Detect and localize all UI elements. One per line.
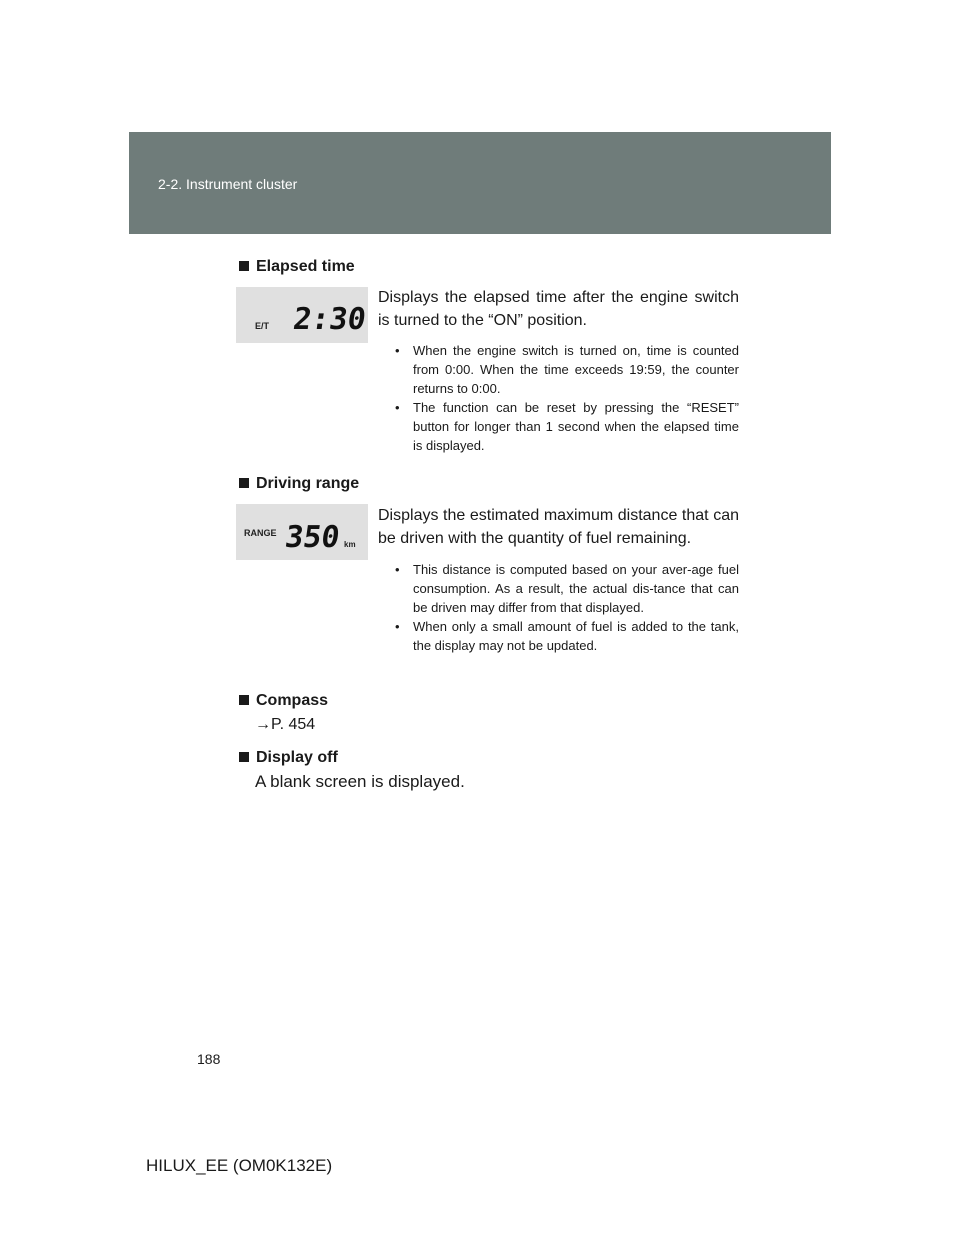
section-header	[129, 132, 831, 234]
compass-heading	[239, 692, 328, 710]
list-item: • When the engine switch is turned on, time is counted from 0:00. When the time exceeds 19:59, the counter returns to 0:00.	[392, 341, 739, 398]
elapsed-time-display	[236, 287, 368, 343]
driving-range-display-value: 350	[282, 520, 342, 555]
square-bullet-icon	[239, 752, 249, 762]
driving-range-display-label: RANGE	[244, 528, 277, 538]
elapsed-time-display-svg	[236, 287, 368, 343]
section-title: 2-2. Instrument cluster	[158, 176, 298, 192]
driving-range-display-svg	[236, 504, 368, 560]
driving-range-heading	[239, 475, 359, 493]
square-bullet-icon	[239, 261, 249, 271]
compass-page-reference[interactable]: →P. 454	[255, 716, 316, 733]
list-item: • This distance is computed based on your aver-age fuel consumption. As a result, the actual dis-tance that can be driven may differ from that displayed.	[392, 560, 739, 617]
square-bullet-icon	[239, 478, 249, 488]
page-number: 188	[197, 1051, 221, 1067]
elapsed-time-description: Displays the elapsed time after the engine switch is turned to the “ON” position.	[378, 289, 739, 329]
manual-code-footer: HILUX_EE (OM0K132E)	[146, 1156, 333, 1175]
display-off-description: A blank screen is displayed.	[255, 772, 465, 791]
compass-heading-text: Compass	[256, 692, 329, 709]
display-off-heading-text: Display off	[256, 749, 338, 766]
list-item: • The function can be reset by pressing the “RESET” button for longer than 1 second when the elapsed time is displayed.	[392, 398, 739, 455]
display-off-heading	[239, 749, 338, 767]
driving-range-notes	[392, 560, 739, 655]
list-item: • When only a small amount of fuel is added to the tank, the display may not be updated.	[392, 617, 739, 655]
elapsed-time-display-label: E/T	[255, 321, 270, 331]
elapsed-time-heading	[239, 258, 355, 276]
elapsed-time-display-value: 2:30	[290, 302, 368, 337]
elapsed-time-heading-text: Elapsed time	[256, 258, 355, 275]
driving-range-heading-text: Driving range	[256, 475, 360, 492]
driving-range-display	[236, 504, 368, 560]
driving-range-description: Displays the estimated maximum distance that can be driven with the quantity of fuel remaining.	[378, 507, 739, 547]
driving-range-display-unit: km	[344, 540, 356, 549]
square-bullet-icon	[239, 695, 249, 705]
elapsed-time-notes	[392, 341, 739, 455]
